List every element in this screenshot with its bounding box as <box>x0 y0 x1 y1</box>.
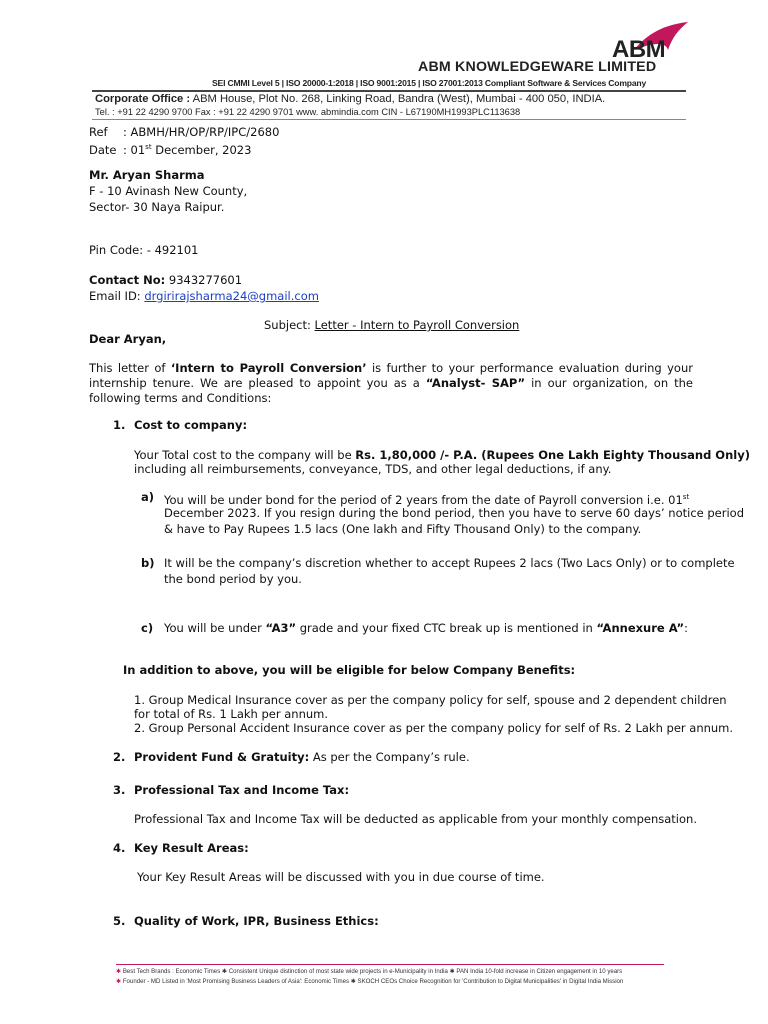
section-5-title: Quality of Work, IPR, Business Ethics: <box>134 914 379 928</box>
contact-value: 9343277601 <box>165 273 243 287</box>
section-2-number: 2. <box>113 750 126 764</box>
section-2-line <box>134 750 470 765</box>
ctc-amount: Rs. 1,80,000 /- P.A. (Rupees One Lakh Eighty Thousand Only) <box>355 448 750 462</box>
benefit-1-line-2: for total of Rs. 1 Lakh per annum. <box>134 707 329 721</box>
corporate-address <box>95 93 605 105</box>
footer-line-2 <box>116 978 623 985</box>
contact-line: Tel. : +91 22 4290 9700 Fax : +91 22 4290 9701 www. abmindia.com CIN - L67190MH1993PLC113638 <box>95 107 521 117</box>
intro-text-2: is further to your performance evaluation during your internship tenure. We are pleased to appoint you as a <box>89 361 693 390</box>
item-c-text-2: grade and your fixed CTC break up is mentioned in <box>296 621 597 635</box>
subject-label: Subject: <box>264 318 315 332</box>
intro-bold-1: ‘Intern to Payroll Conversion’ <box>170 361 367 375</box>
pin-code: Pin Code: - 492101 <box>89 243 199 257</box>
benefits-heading: In addition to above, you will be eligible for below Company Benefits: <box>123 663 576 677</box>
email-line <box>89 289 319 304</box>
date-line <box>89 140 251 158</box>
footer-text-1: Best Tech Brands : Economic Times ✱ Consistent Unique distinction of most state wide projects in e-Municipality in India ✱ PAN India 10-fold increase in Citizen engagement in 10 years <box>122 968 623 975</box>
star-icon: ✱ <box>116 978 123 985</box>
item-a-line-2: December 2023. If you resign during the bond period, then you have to serve 60 days’ notice period <box>164 506 745 520</box>
address-text: ABM House, Plot No. 268, Linking Road, Bandra (West), Mumbai - 400 050, INDIA. <box>192 93 606 105</box>
item-b-line-2: the bond period by you. <box>164 572 302 586</box>
item-c-line <box>164 621 688 636</box>
date-sup: st <box>145 143 152 151</box>
intro-bold-2: “Analyst- SAP” <box>425 376 526 390</box>
section-4-text: Your Key Result Areas will be discussed with you in due course of time. <box>137 870 545 884</box>
section-3-title: Professional Tax and Income Tax: <box>134 783 350 797</box>
date-prefix: : 01 <box>123 142 146 157</box>
item-a-sup: st <box>682 493 690 501</box>
section-4-title: Key Result Areas: <box>134 841 249 855</box>
contact-line <box>89 273 242 288</box>
section-2-title: Provident Fund & Gratuity: <box>134 750 310 764</box>
item-c-label: c) <box>141 621 154 635</box>
item-a-text: You will be under bond for the period of 2 years from the date of Payroll conversion i.e. 01 <box>164 492 683 507</box>
ref-value: : ABMH/HR/OP/RP/IPC/2680 <box>123 125 280 139</box>
section-1-number: 1. <box>113 418 126 432</box>
email-label: Email ID: <box>89 289 145 303</box>
section-2-text: As per the Company’s rule. <box>309 750 470 764</box>
certifications-line: SEI CMMI Level 5 | ISO 20000-1:2018 | ISO 9001:2015 | ISO 27001:2013 Compliant Software & Services Company <box>212 78 647 88</box>
ref-label: Ref <box>89 125 108 139</box>
benefit-1-line-1: 1. Group Medical Insurance cover as per the company policy for self, spouse and 2 dependent children <box>134 693 727 707</box>
item-c-text-3: : <box>684 621 688 635</box>
ctc-text: Your Total cost to the company will be <box>134 448 356 462</box>
recipient-address-2: Sector- 30 Naya Raipur. <box>89 200 225 214</box>
section-4-number: 4. <box>113 841 126 855</box>
contact-label: Contact No: <box>89 273 166 287</box>
item-a-label: a) <box>141 490 155 504</box>
footer-rule <box>116 964 664 965</box>
intro-text-1: This letter of <box>89 361 171 375</box>
section-1-title: Cost to company: <box>134 418 248 432</box>
benefit-2: 2. Group Personal Accident Insurance cover as per the company policy for self of Rs. 2 Lakh per annum. <box>134 721 734 735</box>
letterhead <box>0 0 768 122</box>
logo-text: ABM <box>612 36 666 63</box>
subject-value: Letter - Intern to Payroll Conversion <box>314 318 520 332</box>
header-rule <box>92 90 686 92</box>
company-name: ABM KNOWLEDGEWARE LIMITED <box>418 59 657 75</box>
item-b-label: b) <box>141 556 155 570</box>
section-3-text: Professional Tax and Income Tax will be deducted as applicable from your monthly compensation. <box>134 812 697 826</box>
recipient-name: Mr. Aryan Sharma <box>89 168 205 182</box>
ref-line <box>89 125 279 140</box>
item-b-line-1: It will be the company’s discretion whether to accept Rupees 2 lacs (Two Lacs Only) or to complete <box>164 556 735 570</box>
recipient-address-1: F - 10 Avinash New County, <box>89 184 248 198</box>
greeting: Dear Aryan, <box>89 332 167 346</box>
section-1-line-1 <box>134 448 750 463</box>
item-a-line-3: & have to Pay Rupees 1.5 lacs (One lakh and Fifty Thousand Only) to the company. <box>164 522 642 536</box>
item-c-text-1: You will be under <box>164 621 266 635</box>
date-label: Date <box>89 142 117 157</box>
intro-text-3: in our organization, on the following terms and Conditions: <box>89 376 693 405</box>
subject-line <box>264 318 519 333</box>
star-icon: ✱ <box>116 968 123 975</box>
item-c-grade: “A3” <box>265 621 297 635</box>
section-1-line-2: including all reimbursements, conveyance, TDS, and other legal deductions, if any. <box>134 462 612 476</box>
header-rule-bottom <box>92 119 686 120</box>
section-3-number: 3. <box>113 783 126 797</box>
section-5-number: 5. <box>113 914 126 928</box>
email-link[interactable]: drgirirajsharma24@gmail.com <box>144 289 319 303</box>
address-label: Corporate Office : <box>95 93 191 105</box>
date-rest: December, 2023 <box>151 142 252 157</box>
intro-paragraph <box>89 361 693 406</box>
footer-line-1 <box>116 968 622 975</box>
footer-text-2: Founder - MD Listed in 'Most Promising Business Leaders of Asia': Economic Times ✱ SKOCH CEOs Choice Recognition for 'Contribution to Digital Municipalities' in Digital India Mission <box>122 978 624 985</box>
item-c-annexure: “Annexure A” <box>596 621 685 635</box>
